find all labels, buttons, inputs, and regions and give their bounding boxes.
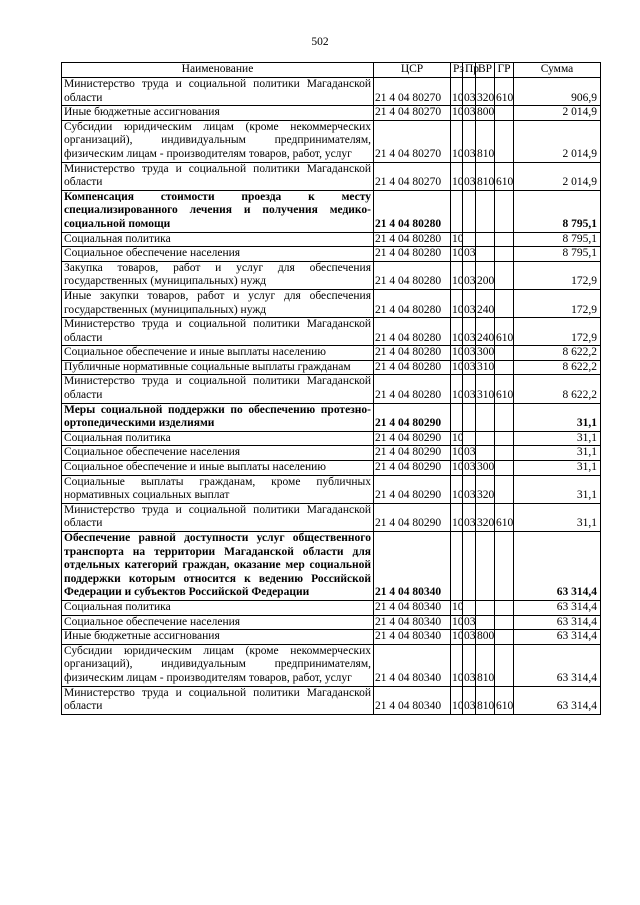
cell-pr: 03 bbox=[463, 503, 476, 531]
cell-vr: 300 bbox=[476, 346, 495, 361]
cell-rz: 10 bbox=[451, 461, 463, 476]
cell-name: Министерство труда и социальной политики Магаданской области bbox=[62, 503, 374, 531]
cell-rz: 10 bbox=[451, 120, 463, 162]
cell-gr bbox=[495, 247, 514, 262]
cell-name: Социальное обеспечение и иные выплаты населению bbox=[62, 461, 374, 476]
cell-rz: 10 bbox=[451, 318, 463, 346]
cell-rz: 10 bbox=[451, 375, 463, 403]
cell-pr: 03 bbox=[463, 78, 476, 106]
cell-vr: 320 bbox=[476, 503, 495, 531]
cell-vr: 810 bbox=[476, 120, 495, 162]
cell-gr bbox=[495, 461, 514, 476]
cell-name: Социальная политика bbox=[62, 600, 374, 615]
cell-pr: 03 bbox=[463, 318, 476, 346]
cell-csr: 21 4 04 80290 bbox=[374, 431, 451, 446]
cell-pr: 03 bbox=[463, 162, 476, 190]
table-header-row bbox=[62, 63, 601, 78]
table-row bbox=[62, 431, 601, 446]
cell-gr bbox=[495, 446, 514, 461]
cell-pr: 03 bbox=[463, 106, 476, 121]
cell-pr bbox=[463, 232, 476, 247]
cell-gr bbox=[495, 190, 514, 232]
cell-name: Министерство труда и социальной политики Магаданской области bbox=[62, 318, 374, 346]
cell-csr: 21 4 04 80280 bbox=[374, 261, 451, 289]
cell-name: Закупка товаров, работ и услуг для обеспечения государственных (муниципальных) нужд bbox=[62, 261, 374, 289]
table-row bbox=[62, 360, 601, 375]
cell-vr bbox=[476, 403, 495, 431]
cell-gr bbox=[495, 232, 514, 247]
cell-csr: 21 4 04 80280 bbox=[374, 190, 451, 232]
cell-sum: 31,1 bbox=[514, 431, 601, 446]
cell-name: Социальная политика bbox=[62, 232, 374, 247]
cell-gr bbox=[495, 431, 514, 446]
table-row bbox=[62, 232, 601, 247]
cell-sum: 31,1 bbox=[514, 475, 601, 503]
cell-vr bbox=[476, 190, 495, 232]
cell-csr: 21 4 04 80280 bbox=[374, 346, 451, 361]
cell-name: Социальное обеспечение и иные выплаты населению bbox=[62, 346, 374, 361]
cell-vr: 310 bbox=[476, 360, 495, 375]
cell-csr: 21 4 04 80340 bbox=[374, 630, 451, 645]
header-name: Наименование bbox=[62, 63, 374, 78]
cell-gr: 610 bbox=[495, 162, 514, 190]
table-row bbox=[62, 630, 601, 645]
cell-csr: 21 4 04 80280 bbox=[374, 360, 451, 375]
cell-pr: 03 bbox=[463, 346, 476, 361]
cell-gr: 610 bbox=[495, 318, 514, 346]
cell-rz: 10 bbox=[451, 686, 463, 714]
header-gr: ГР bbox=[495, 63, 514, 78]
cell-rz: 10 bbox=[451, 261, 463, 289]
cell-csr: 21 4 04 80290 bbox=[374, 446, 451, 461]
table-row bbox=[62, 190, 601, 232]
cell-name: Обеспечение равной доступности услуг общественного транспорта на территории Магаданской области для отдельных категорий граждан, оказание мер социальной поддержки которым относится к ведению Российской Федерации и субъектов Российской Федерации bbox=[62, 532, 374, 601]
cell-rz: 10 bbox=[451, 106, 463, 121]
cell-sum: 31,1 bbox=[514, 403, 601, 431]
cell-csr: 21 4 04 80290 bbox=[374, 461, 451, 476]
cell-pr: 03 bbox=[463, 630, 476, 645]
cell-rz: 10 bbox=[451, 232, 463, 247]
page-number: 502 bbox=[311, 36, 329, 48]
cell-vr bbox=[476, 615, 495, 630]
cell-vr: 200 bbox=[476, 261, 495, 289]
cell-pr bbox=[463, 403, 476, 431]
table-row bbox=[62, 346, 601, 361]
table-row bbox=[62, 106, 601, 121]
cell-rz: 10 bbox=[451, 615, 463, 630]
cell-gr bbox=[495, 403, 514, 431]
cell-sum: 2 014,9 bbox=[514, 120, 601, 162]
cell-sum: 31,1 bbox=[514, 446, 601, 461]
cell-sum: 63 314,4 bbox=[514, 532, 601, 601]
cell-sum: 31,1 bbox=[514, 461, 601, 476]
cell-pr: 03 bbox=[463, 120, 476, 162]
cell-csr: 21 4 04 80290 bbox=[374, 503, 451, 531]
cell-sum: 172,9 bbox=[514, 289, 601, 317]
cell-name: Субсидии юридическим лицам (кроме некоммерческих организаций), индивидуальным предпринимателям, физическим лицам - производителям товаров, работ, услуг bbox=[62, 644, 374, 686]
cell-sum: 8 795,1 bbox=[514, 247, 601, 262]
cell-name: Социальное обеспечение населения bbox=[62, 446, 374, 461]
cell-rz: 10 bbox=[451, 162, 463, 190]
table-row bbox=[62, 461, 601, 476]
cell-pr: 03 bbox=[463, 615, 476, 630]
cell-gr: 610 bbox=[495, 686, 514, 714]
cell-vr: 810 bbox=[476, 162, 495, 190]
cell-sum: 2 014,9 bbox=[514, 162, 601, 190]
cell-pr bbox=[463, 431, 476, 446]
cell-name: Иные бюджетные ассигнования bbox=[62, 106, 374, 121]
cell-rz: 10 bbox=[451, 503, 463, 531]
cell-name: Министерство труда и социальной политики Магаданской области bbox=[62, 375, 374, 403]
header-csr: ЦСР bbox=[374, 63, 451, 78]
cell-sum: 8 622,2 bbox=[514, 375, 601, 403]
cell-pr: 03 bbox=[463, 446, 476, 461]
cell-pr bbox=[463, 190, 476, 232]
cell-csr: 21 4 04 80340 bbox=[374, 686, 451, 714]
cell-gr bbox=[495, 644, 514, 686]
cell-rz: 10 bbox=[451, 431, 463, 446]
cell-vr: 240 bbox=[476, 289, 495, 317]
cell-sum: 8 795,1 bbox=[514, 190, 601, 232]
cell-gr bbox=[495, 615, 514, 630]
cell-sum: 172,9 bbox=[514, 318, 601, 346]
cell-pr: 03 bbox=[463, 686, 476, 714]
cell-gr bbox=[495, 475, 514, 503]
cell-vr: 240 bbox=[476, 318, 495, 346]
cell-gr bbox=[495, 532, 514, 601]
cell-gr: 610 bbox=[495, 503, 514, 531]
cell-csr: 21 4 04 80280 bbox=[374, 232, 451, 247]
cell-name: Социальная политика bbox=[62, 431, 374, 446]
cell-name: Министерство труда и социальной политики Магаданской области bbox=[62, 78, 374, 106]
cell-pr: 03 bbox=[463, 475, 476, 503]
cell-csr: 21 4 04 80340 bbox=[374, 600, 451, 615]
cell-gr bbox=[495, 600, 514, 615]
cell-name: Меры социальной поддержки по обеспечению протезно-ортопедическими изделиями bbox=[62, 403, 374, 431]
cell-gr bbox=[495, 261, 514, 289]
cell-pr: 03 bbox=[463, 289, 476, 317]
table-row bbox=[62, 600, 601, 615]
table-row bbox=[62, 247, 601, 262]
cell-pr bbox=[463, 600, 476, 615]
cell-name: Субсидии юридическим лицам (кроме некоммерческих организаций), индивидуальным предпринимателям, физическим лицам - производителям товаров, работ, услуг bbox=[62, 120, 374, 162]
cell-gr: 610 bbox=[495, 78, 514, 106]
cell-csr: 21 4 04 80280 bbox=[374, 247, 451, 262]
table-body bbox=[62, 78, 601, 715]
cell-csr: 21 4 04 80270 bbox=[374, 162, 451, 190]
table-row bbox=[62, 261, 601, 289]
cell-pr: 03 bbox=[463, 247, 476, 262]
table-row bbox=[62, 318, 601, 346]
cell-gr bbox=[495, 120, 514, 162]
cell-pr bbox=[463, 532, 476, 601]
cell-csr: 21 4 04 80340 bbox=[374, 615, 451, 630]
cell-sum: 31,1 bbox=[514, 503, 601, 531]
cell-sum: 172,9 bbox=[514, 261, 601, 289]
cell-rz: 10 bbox=[451, 446, 463, 461]
cell-name: Министерство труда и социальной политики Магаданской области bbox=[62, 162, 374, 190]
cell-rz bbox=[451, 403, 463, 431]
cell-sum: 8 622,2 bbox=[514, 346, 601, 361]
cell-sum: 63 314,4 bbox=[514, 630, 601, 645]
cell-rz: 10 bbox=[451, 346, 463, 361]
cell-gr bbox=[495, 630, 514, 645]
cell-rz: 10 bbox=[451, 289, 463, 317]
cell-csr: 21 4 04 80280 bbox=[374, 318, 451, 346]
cell-sum: 8 795,1 bbox=[514, 232, 601, 247]
cell-vr: 310 bbox=[476, 375, 495, 403]
cell-csr: 21 4 04 80270 bbox=[374, 106, 451, 121]
cell-gr bbox=[495, 346, 514, 361]
cell-vr bbox=[476, 446, 495, 461]
cell-sum: 63 314,4 bbox=[514, 600, 601, 615]
cell-pr: 03 bbox=[463, 461, 476, 476]
cell-rz: 10 bbox=[451, 360, 463, 375]
table-row bbox=[62, 532, 601, 601]
header-rz: Рз bbox=[451, 63, 463, 78]
cell-name: Социальное обеспечение населения bbox=[62, 247, 374, 262]
cell-rz: 10 bbox=[451, 475, 463, 503]
cell-name: Министерство труда и социальной политики Магаданской области bbox=[62, 686, 374, 714]
cell-csr: 21 4 04 80290 bbox=[374, 403, 451, 431]
table-row bbox=[62, 375, 601, 403]
cell-rz: 10 bbox=[451, 644, 463, 686]
cell-gr bbox=[495, 360, 514, 375]
cell-vr bbox=[476, 431, 495, 446]
budget-table bbox=[61, 62, 601, 715]
cell-name: Социальное обеспечение населения bbox=[62, 615, 374, 630]
cell-rz: 10 bbox=[451, 247, 463, 262]
cell-sum: 63 314,4 bbox=[514, 644, 601, 686]
cell-name: Иные закупки товаров, работ и услуг для обеспечения государственных (муниципальных) нужд bbox=[62, 289, 374, 317]
cell-vr bbox=[476, 532, 495, 601]
cell-csr: 21 4 04 80280 bbox=[374, 289, 451, 317]
cell-pr: 03 bbox=[463, 261, 476, 289]
cell-rz bbox=[451, 532, 463, 601]
table-row bbox=[62, 162, 601, 190]
cell-sum: 8 622,2 bbox=[514, 360, 601, 375]
header-sum: Сумма bbox=[514, 63, 601, 78]
cell-csr: 21 4 04 80290 bbox=[374, 475, 451, 503]
cell-vr: 810 bbox=[476, 644, 495, 686]
cell-rz bbox=[451, 190, 463, 232]
header-vr: ВР bbox=[476, 63, 495, 78]
cell-sum: 906,9 bbox=[514, 78, 601, 106]
cell-name: Иные бюджетные ассигнования bbox=[62, 630, 374, 645]
cell-csr: 21 4 04 80270 bbox=[374, 120, 451, 162]
cell-sum: 63 314,4 bbox=[514, 686, 601, 714]
table-row bbox=[62, 615, 601, 630]
cell-vr bbox=[476, 247, 495, 262]
table-row bbox=[62, 446, 601, 461]
table-row bbox=[62, 120, 601, 162]
table-row bbox=[62, 503, 601, 531]
table-row bbox=[62, 78, 601, 106]
cell-vr bbox=[476, 232, 495, 247]
cell-name: Компенсация стоимости проезда к месту специализированного лечения и получения медико-социальной помощи bbox=[62, 190, 374, 232]
cell-rz: 10 bbox=[451, 78, 463, 106]
cell-csr: 21 4 04 80270 bbox=[374, 78, 451, 106]
cell-vr: 810 bbox=[476, 686, 495, 714]
cell-csr: 21 4 04 80280 bbox=[374, 375, 451, 403]
cell-vr: 320 bbox=[476, 475, 495, 503]
cell-pr: 03 bbox=[463, 375, 476, 403]
cell-vr: 320 bbox=[476, 78, 495, 106]
cell-name: Публичные нормативные социальные выплаты гражданам bbox=[62, 360, 374, 375]
cell-name: Социальные выплаты гражданам, кроме публичных нормативных социальных выплат bbox=[62, 475, 374, 503]
cell-csr: 21 4 04 80340 bbox=[374, 532, 451, 601]
cell-vr: 300 bbox=[476, 461, 495, 476]
cell-sum: 2 014,9 bbox=[514, 106, 601, 121]
cell-csr: 21 4 04 80340 bbox=[374, 644, 451, 686]
cell-rz: 10 bbox=[451, 600, 463, 615]
header-pr: Пр bbox=[463, 63, 476, 78]
cell-gr bbox=[495, 106, 514, 121]
cell-pr: 03 bbox=[463, 644, 476, 686]
table-row bbox=[62, 289, 601, 317]
table-row bbox=[62, 403, 601, 431]
cell-gr bbox=[495, 289, 514, 317]
table-row bbox=[62, 475, 601, 503]
cell-vr: 800 bbox=[476, 630, 495, 645]
table-row bbox=[62, 644, 601, 686]
cell-sum: 63 314,4 bbox=[514, 615, 601, 630]
table-row bbox=[62, 686, 601, 714]
cell-vr bbox=[476, 600, 495, 615]
cell-pr: 03 bbox=[463, 360, 476, 375]
cell-rz: 10 bbox=[451, 630, 463, 645]
cell-vr: 800 bbox=[476, 106, 495, 121]
cell-gr: 610 bbox=[495, 375, 514, 403]
